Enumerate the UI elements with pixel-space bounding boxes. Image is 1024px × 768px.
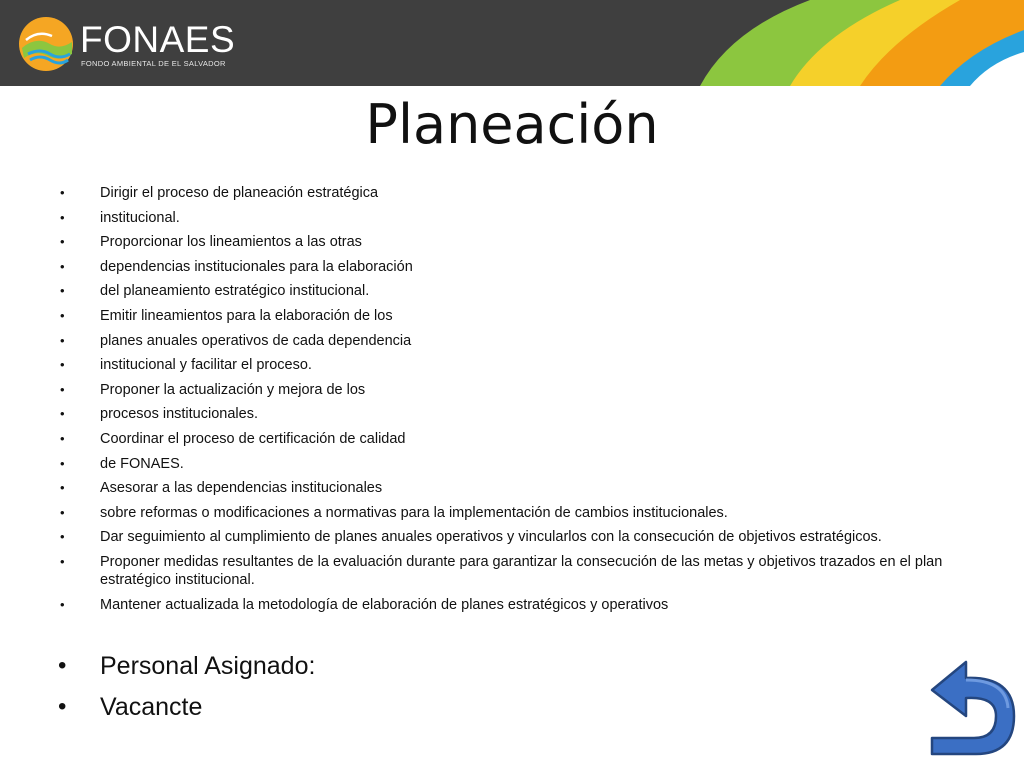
return-arrow-icon[interactable] <box>926 658 1018 758</box>
list-item: • Proporcionar los lineamientos a las otras <box>58 233 958 251</box>
list-item: • de FONAES. <box>58 455 958 473</box>
list-item: • del planeamiento estratégico institucional. <box>58 282 958 300</box>
list-item: • Dar seguimiento al cumplimiento de planes anuales operativos y vincularlos con la consecución de objetivos estratégicos. <box>58 528 958 546</box>
list-item: • Asesorar a las dependencias institucionales <box>58 479 958 497</box>
logo-subtitle: FONDO AMBIENTAL DE EL SALVADOR <box>81 59 226 68</box>
page-title: Planeación <box>365 93 659 156</box>
list-item: • Proponer medidas resultantes de la evaluación durante para garantizar la consecución de las metas y objetivos trazados en el plan estratégico institucional. <box>58 553 958 589</box>
list-item: • Proponer la actualización y mejora de los <box>58 381 958 399</box>
responsibility-list <box>58 184 958 620</box>
header-banner <box>0 0 1024 86</box>
list-item: • institucional. <box>58 209 958 227</box>
logo-name: FONAES <box>80 19 236 60</box>
list-item: • institucional y facilitar el proceso. <box>58 356 958 374</box>
list-item: • Emitir lineamientos para la elaboración de los <box>58 307 958 325</box>
list-item: • Mantener actualizada la metodología de elaboración de planes estratégicos y operativos <box>58 596 958 614</box>
summary-list <box>58 651 658 733</box>
header-decoration <box>640 0 1024 86</box>
personnel-label: • Personal Asignado: <box>58 651 658 681</box>
list-item: • procesos institucionales. <box>58 405 958 423</box>
list-item: • Dirigir el proceso de planeación estratégica <box>58 184 958 202</box>
list-item: • Coordinar el proceso de certificación de calidad <box>58 430 958 448</box>
list-item: • dependencias institucionales para la elaboración <box>58 258 958 276</box>
fonaes-logo-icon <box>16 14 76 74</box>
list-item: • sobre reformas o modificaciones a normativas para la implementación de cambios institucionales. <box>58 504 958 522</box>
list-item: • planes anuales operativos de cada dependencia <box>58 332 958 350</box>
personnel-value: • Vacancte <box>58 692 658 722</box>
